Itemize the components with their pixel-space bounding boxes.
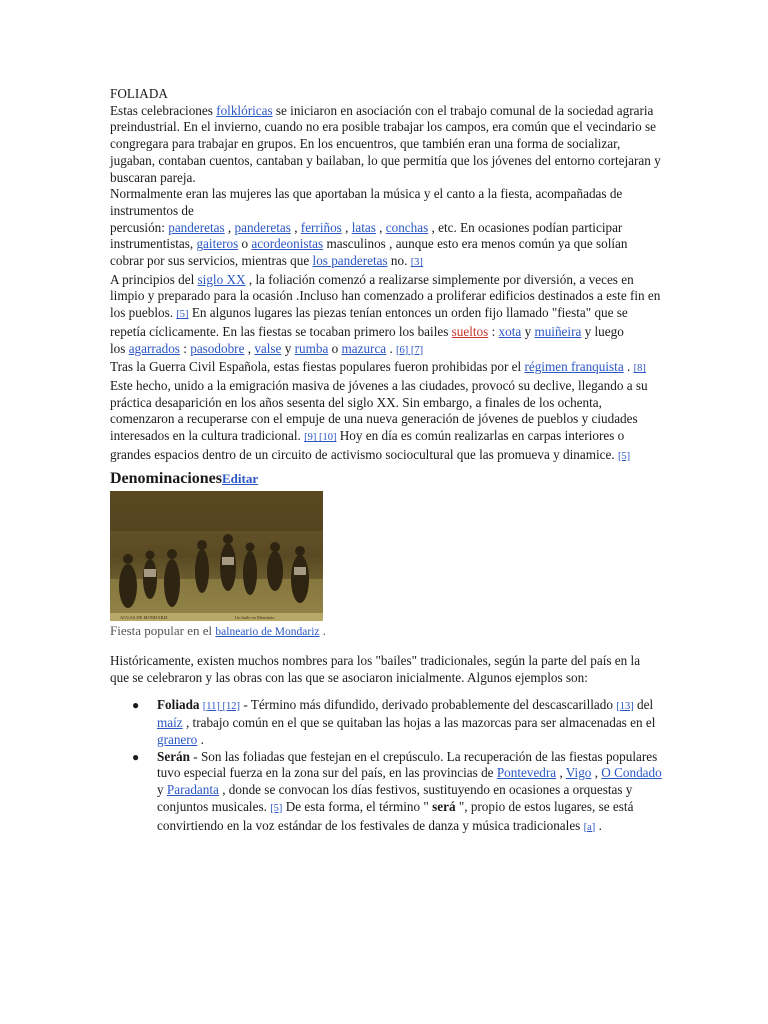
text: , [591, 765, 602, 781]
text: De esta forma, el término " [282, 798, 433, 814]
reference-link[interactable]: [13] [616, 700, 634, 712]
term: será [432, 798, 456, 814]
text: masculinos , aunque esto era menos común ya que solían cobrar por sus servicios, mientras que [110, 236, 628, 269]
photo-label-right: Un baile en Mondariz [235, 615, 275, 621]
text: , [244, 340, 255, 356]
link-folkloricas[interactable]: folklóricas [216, 102, 273, 118]
text: o [238, 236, 252, 252]
text: o [328, 340, 342, 356]
sepia-photograph [110, 491, 323, 621]
link-gaiteros[interactable]: gaiteros [196, 236, 239, 252]
text: . [319, 623, 327, 639]
link-maiz[interactable]: maíz [157, 715, 183, 731]
list-item [110, 697, 662, 749]
link-pasodobre[interactable]: pasodobre [190, 340, 245, 356]
link-muineira[interactable]: muiñeira [534, 323, 582, 339]
photo-fiesta-mondariz [110, 491, 323, 621]
text: , etc. En ocasiones podían participar instrumentistas, [110, 219, 623, 252]
bullet-icon: ● [132, 697, 140, 712]
text: y [157, 782, 167, 798]
text: y luego [581, 323, 624, 339]
text: , [290, 219, 301, 235]
text: los [110, 340, 129, 356]
text: . [595, 817, 602, 833]
text: , trabajo común en el que se quitaban las hojas a las mazorcas para ser almacenadas en el [182, 715, 656, 731]
reference-link[interactable]: [5] [176, 309, 189, 321]
text: , [375, 219, 386, 235]
text: . [386, 340, 397, 356]
denominations-list [110, 697, 662, 837]
photo-caption [110, 623, 662, 641]
reference-link[interactable]: [8] [633, 363, 646, 375]
link-conchas[interactable]: conchas [385, 219, 429, 235]
list-item [110, 749, 662, 837]
text: : [179, 340, 191, 356]
reference-link[interactable]: [5] [270, 802, 283, 814]
text: - Término más difundido, derivado probablemente del descascarillado [240, 696, 617, 712]
term: Serán [157, 748, 190, 764]
text: percusión: [110, 219, 169, 235]
section-heading [110, 469, 662, 489]
text: : [488, 323, 499, 339]
text: En algunos lugares las piezas tenían entonces un orden fijo llamado "fiesta" que se repetía cíclicamente. En las fiestas se tocaban primero los bailes [110, 305, 628, 339]
link-valse[interactable]: valse [254, 340, 282, 356]
link-balneario-mondariz[interactable]: balneario de Mondariz [215, 626, 320, 639]
document-body [110, 86, 662, 836]
text: , [556, 765, 566, 781]
reference-link[interactable]: [3] [410, 257, 423, 269]
intro-paragraph-2 [110, 186, 662, 272]
body-paragraph: Históricamente, existen muchos nombres para los "bailes" tradicionales, según la parte del país en la que se celebraron y las obras con las que se asociaron inicialmente. Algunos ejemplos son: [110, 653, 641, 685]
text: Tras la Guerra Civil Española, estas fiestas populares fueron prohibidas por el [110, 359, 525, 375]
edit-link[interactable]: Editar [222, 471, 259, 487]
text: . [197, 731, 204, 747]
text: , [341, 219, 352, 235]
photo-label-left: ACUAS DE MONDARIZ [120, 615, 168, 621]
text: y [281, 340, 295, 356]
link-agarrados[interactable]: agarrados [128, 340, 180, 356]
link-xota[interactable]: xota [498, 323, 522, 339]
section-heading-text: Denominaciones [110, 470, 222, 488]
text: Hoy en día es común realizarlas en carpas interiores o grandes espacios dentro de un circuito de activismo sociocultural que las promueva y dinamice. [110, 428, 625, 462]
text: Este hecho, unido a la emigración masiva de jóvenes a las ciudades, provocó su declive, llegando a su práctica desaparición en los años sesenta del siglo XX. Sin embargo, a finales de los ochenta, comenzaron a recuperarse con el empuje de una nueva generación de jóvenes de pueblos y ciudades interesados en la cultura tradicional. [110, 377, 648, 444]
text: ", propio de estos lugares, se está convirtiendo en la voz estándar de los festivales de danza y música tradicionales [157, 798, 634, 833]
text: Estas celebraciones [110, 102, 217, 118]
link-rumba[interactable]: rumba [294, 340, 329, 356]
link-o-condado[interactable]: O Condado [601, 765, 662, 781]
link-panderetas[interactable]: panderetas [234, 219, 291, 235]
page-title: FOLIADA [110, 86, 168, 101]
text: . [623, 359, 634, 375]
text: Normalmente eran las mujeres las que aportaban la música y el canto a la fiesta, acompañadas de instrumentos de [110, 186, 623, 218]
intro-paragraph-3 [110, 272, 662, 360]
link-acordeonistas[interactable]: acordeonistas [251, 236, 324, 252]
text: se iniciaron en asociación con el trabajo comunal de la sociedad agraria preindustrial. En el invierno, cuando no era posible trabajar los campos, era común que el vecindario se congregara para trabajar en grupos. En los encuentros, que también eran una forma de socializar, jugaban, contaban cuentos, cantaban y bailaban, lo que permitía que los jóvenes del entorno cortejaran y buscaran pareja. [110, 102, 661, 185]
reference-link[interactable]: [5] [617, 450, 631, 462]
intro-paragraph-4 [110, 359, 662, 465]
text: del [633, 696, 654, 712]
link-pontevedra[interactable]: Pontevedra [496, 765, 557, 781]
link-los-panderetas[interactable]: los panderetas [312, 253, 388, 269]
link-vigo[interactable]: Vigo [565, 765, 592, 781]
reference-link[interactable]: [11] [12] [202, 700, 241, 712]
link-regimen-franquista[interactable]: régimen franquista [524, 359, 624, 375]
intro-paragraph-1 [110, 103, 662, 187]
link-ferrinos[interactable]: ferriños [300, 219, 342, 235]
text: Fiesta popular en el [110, 623, 216, 639]
link-granero[interactable]: granero [157, 731, 198, 747]
text: y [521, 323, 535, 339]
text: , [224, 219, 235, 235]
term: Foliada [157, 696, 200, 712]
reference-link[interactable]: [a] [583, 821, 596, 833]
bullet-icon: ● [132, 749, 140, 764]
reference-link[interactable]: [9] [10] [304, 432, 337, 444]
reference-link[interactable]: [6] [7] [396, 344, 424, 356]
link-panderetas[interactable]: panderetas [168, 219, 225, 235]
link-mazurca[interactable]: mazurca [341, 340, 387, 356]
link-siglo-xx[interactable]: siglo XX [197, 271, 246, 287]
text: , donde se convocan los días festivos, sustituyendo en ocasiones a orquestas y conjuntos musicales. [157, 782, 633, 814]
link-paradanta[interactable]: Paradanta [166, 782, 219, 798]
text: no. [387, 253, 411, 269]
link-sueltos[interactable]: sueltos [451, 323, 489, 339]
text: A principios del [110, 271, 198, 287]
link-latas[interactable]: latas [351, 219, 376, 235]
text: - Son las foliadas que festejan en el crepúsculo. La recuperación de las fiestas populares tuvo especial fuerza en la zona sur del país, en las provincias de [157, 748, 658, 781]
text: , la foliación comenzó a realizarse simplemente por diversión, a veces en limpio y preparado para la ocasión .Incluso han comenzado a proliferar edificios destinados a este fin en los pueblos. [110, 271, 661, 321]
